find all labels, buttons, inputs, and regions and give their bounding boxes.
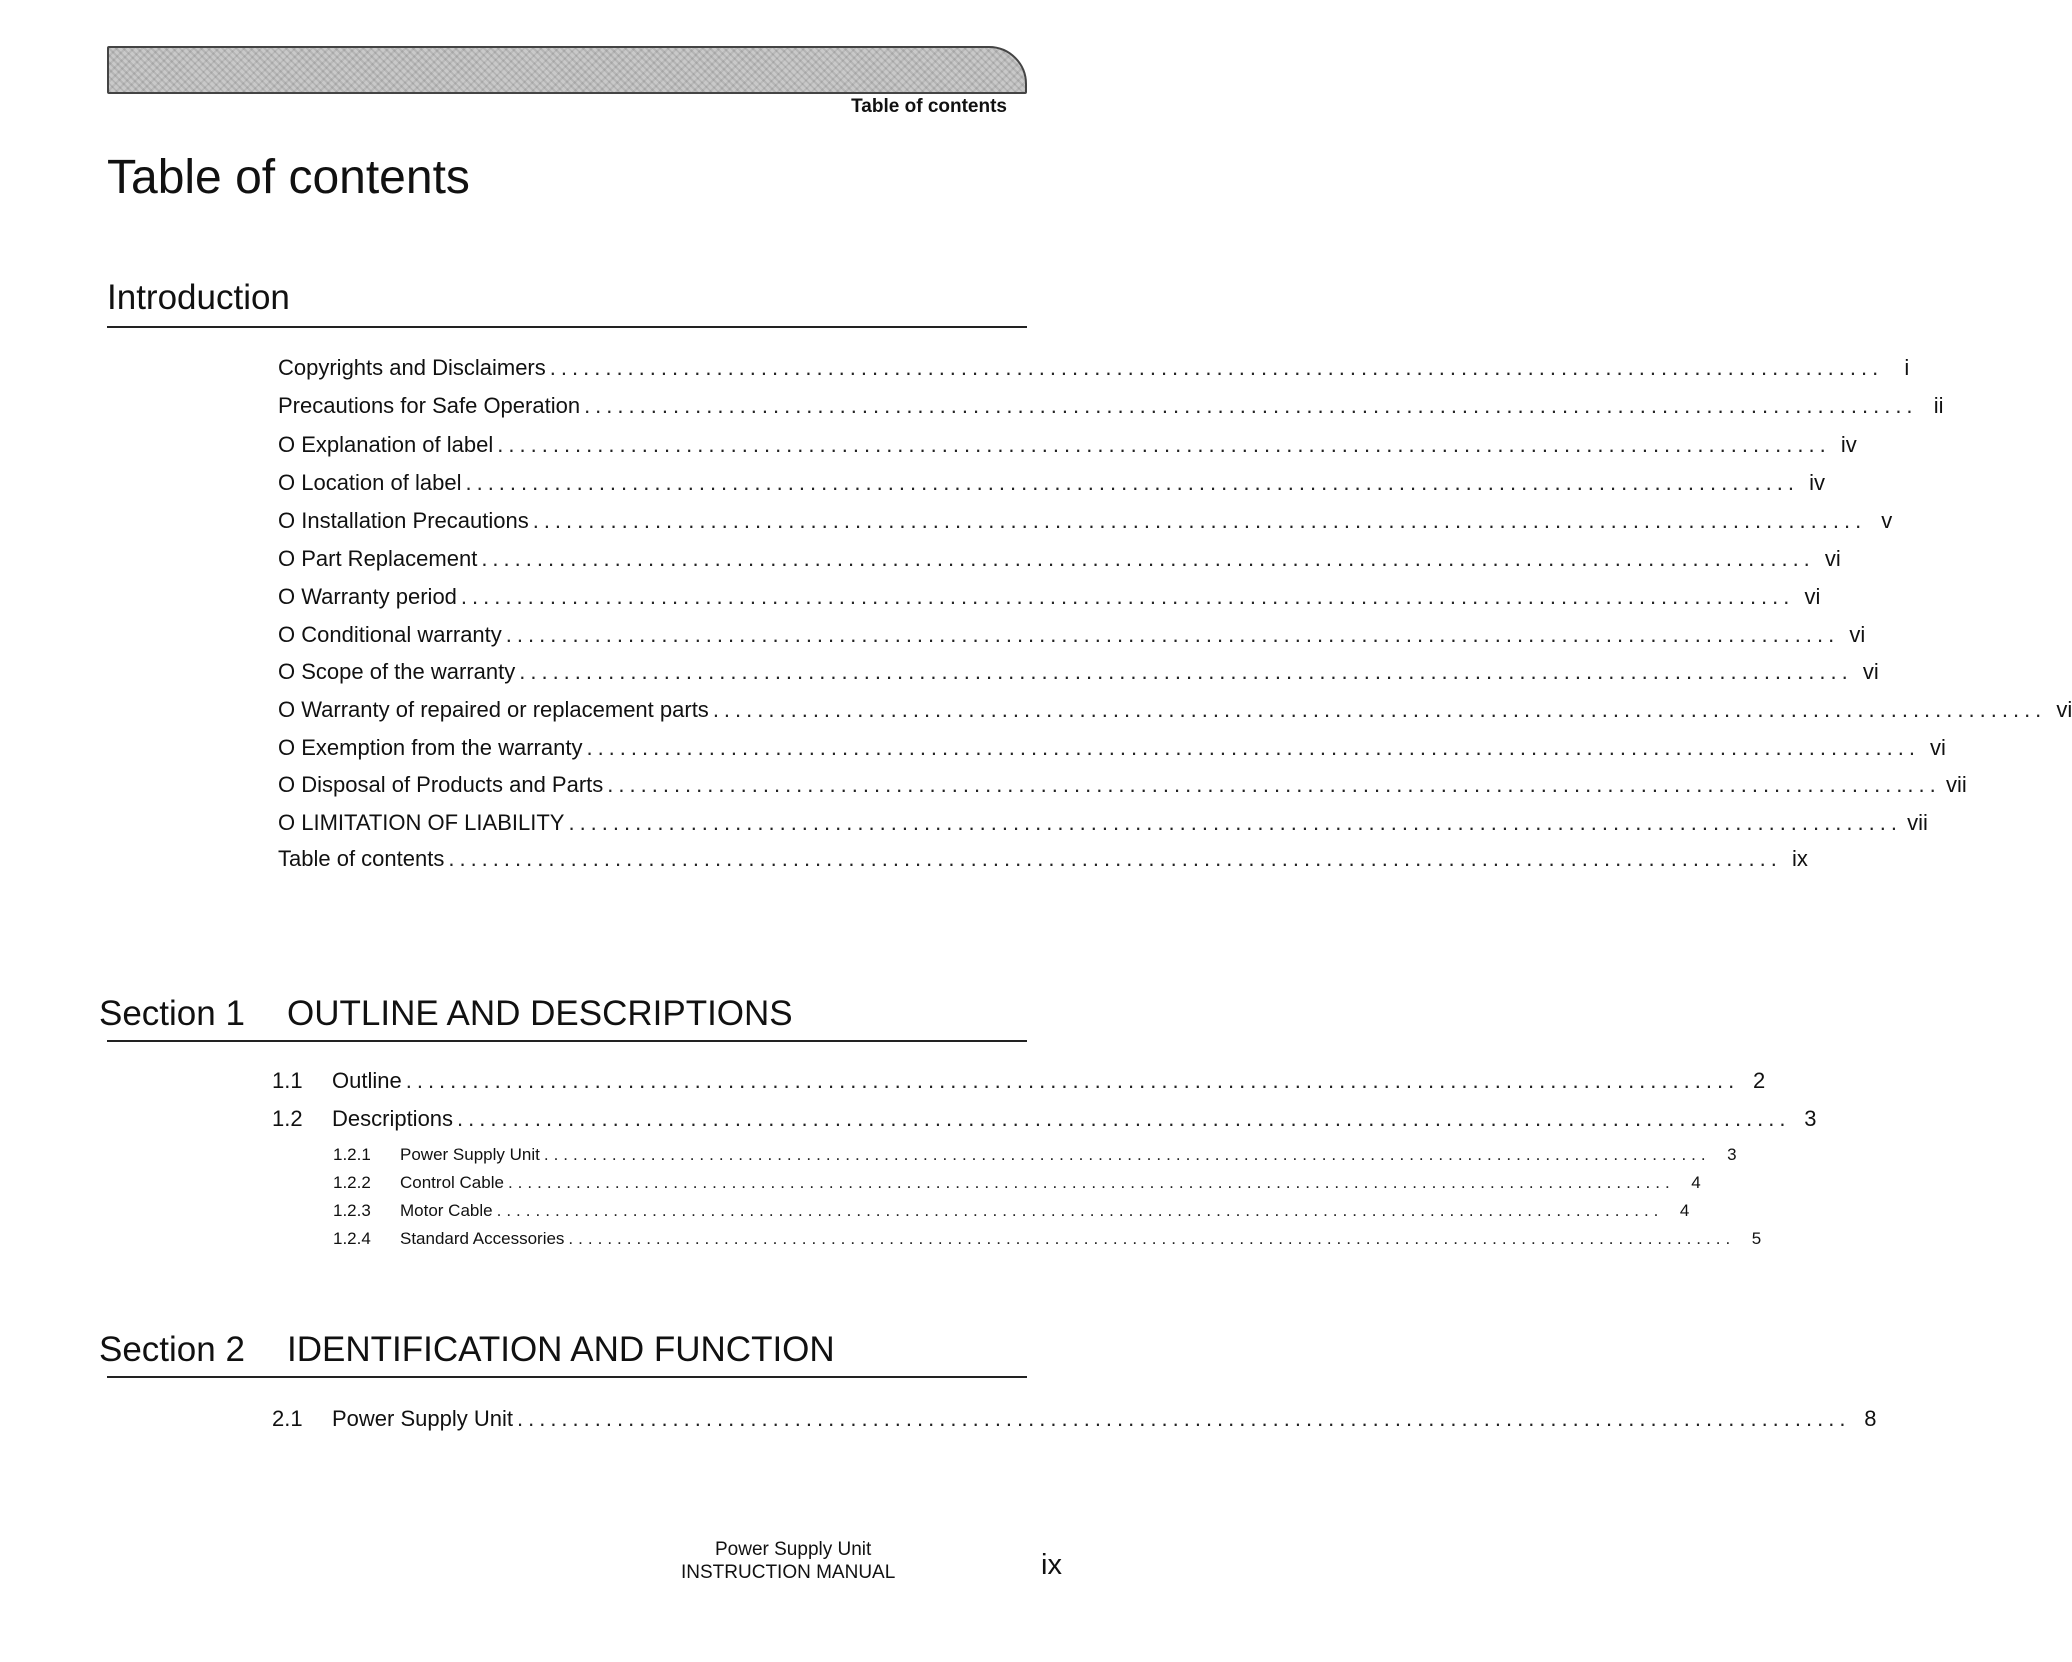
toc-entry[interactable] xyxy=(272,1406,1877,1436)
toc-entry[interactable] xyxy=(278,622,1866,652)
toc-dot-leader: ........................................................................................................................ xyxy=(496,1201,1664,1220)
toc-entry-number: 2.1 xyxy=(272,1406,303,1431)
toc-entry-label: Outline xyxy=(332,1068,402,1093)
toc-entry-label: Power Supply Unit xyxy=(332,1406,513,1431)
toc-entry-label: Standard Accessories xyxy=(400,1229,565,1248)
toc-entry-page: 5 xyxy=(1751,1229,1762,1248)
toc-entry-label: Copyrights and Disclaimers xyxy=(278,355,546,380)
toc-entry-label: Motor Cable xyxy=(400,1201,493,1220)
toc-entry-page: iv xyxy=(1840,432,1857,457)
toc-entry-number: 1.2 xyxy=(272,1106,303,1131)
toc-entry-label: Descriptions xyxy=(332,1106,454,1131)
toc-entry-label: O LIMITATION OF LIABILITY xyxy=(278,810,565,835)
toc-entry-page: vi xyxy=(1930,735,1946,760)
toc-entry[interactable] xyxy=(278,659,1879,689)
toc-entry-label: O Warranty of repaired or replacement parts xyxy=(278,697,709,722)
toc-entry[interactable] xyxy=(278,393,1944,423)
toc-entry-page: vi xyxy=(1849,622,1866,647)
toc-dot-leader: ........................................................................................................................ xyxy=(568,810,1902,835)
toc-entry[interactable] xyxy=(278,355,1910,385)
toc-entry-page: v xyxy=(1881,508,1893,533)
toc-entry-page: 3 xyxy=(1804,1106,1817,1131)
section2-number: Section 2 xyxy=(99,1330,245,1369)
toc-entry[interactable] xyxy=(272,1106,1817,1136)
toc-dot-leader: ........................................................................................................................ xyxy=(465,470,1799,495)
toc-dot-leader: ........................................................................................................................ xyxy=(607,772,1941,797)
toc-dot-leader: ........................................................................................................................ xyxy=(519,659,1853,684)
toc-dot-leader: ........................................................................................................................ xyxy=(543,1145,1711,1164)
toc-dot-leader: ........................................................................................................................ xyxy=(507,1173,1675,1192)
section2-heading xyxy=(99,1330,1027,1378)
toc-dot-leader: ........................................................................................................................ xyxy=(457,1106,1791,1131)
toc-entry[interactable] xyxy=(278,432,1857,462)
toc-entry-page: 8 xyxy=(1864,1406,1877,1431)
toc-entry[interactable] xyxy=(278,546,1841,576)
footer-page-number: ix xyxy=(1041,1549,1062,1581)
toc-entry-page: vi xyxy=(1824,546,1841,571)
toc-entry[interactable] xyxy=(272,1068,1766,1098)
toc-entry-label: Power Supply Unit xyxy=(400,1145,540,1164)
introduction-title: Introduction xyxy=(107,278,290,317)
header-label: Table of contents xyxy=(851,96,1007,117)
toc-entry-page: vii xyxy=(1907,810,1928,835)
section1-title: OUTLINE AND DESCRIPTIONS xyxy=(287,994,793,1033)
toc-dot-leader: ........................................................................................................................ xyxy=(497,432,1831,457)
toc-entry[interactable] xyxy=(278,810,1928,840)
toc-entry[interactable] xyxy=(278,697,2072,727)
toc-entry-number: 1.2.2 xyxy=(333,1173,371,1192)
toc-entry-page: vi xyxy=(1804,584,1821,609)
toc-entry-number: 1.2.3 xyxy=(333,1201,371,1220)
section1-number: Section 1 xyxy=(99,994,245,1033)
toc-entry[interactable] xyxy=(278,508,1893,538)
toc-entry[interactable] xyxy=(278,584,1821,614)
toc-entry-page: vii xyxy=(1945,772,1967,797)
toc-entry-number: 1.2.1 xyxy=(333,1145,371,1164)
toc-entry-label: O Warranty period xyxy=(278,584,457,609)
toc-dot-leader: ........................................................................................................................ xyxy=(532,508,1867,533)
toc-dot-leader: ........................................................................................................................ xyxy=(568,1229,1736,1248)
toc-entry[interactable] xyxy=(278,735,1946,765)
toc-entry-number: 1.1 xyxy=(272,1068,303,1093)
toc-dot-leader: ........................................................................................................................ xyxy=(586,735,1920,760)
toc-dot-leader: ........................................................................................................................ xyxy=(584,393,1918,418)
toc-dot-leader: ........................................................................................................................ xyxy=(505,622,1840,647)
toc-entry-page: ii xyxy=(1933,393,1944,418)
toc-entry-label: O Installation Precautions xyxy=(278,508,529,533)
toc-entry[interactable] xyxy=(333,1201,1690,1225)
toc-entry[interactable] xyxy=(333,1145,1737,1169)
header-banner xyxy=(107,46,1027,94)
toc-entry[interactable] xyxy=(333,1229,1762,1253)
toc-entry-page: 3 xyxy=(1727,1145,1737,1164)
toc-dot-leader: ........................................................................................................................ xyxy=(405,1068,1740,1093)
toc-entry-label: O Explanation of label xyxy=(278,432,494,457)
toc-dot-leader: ........................................................................................................................ xyxy=(712,697,2047,722)
toc-entry-label: Precautions for Safe Operation xyxy=(278,393,581,418)
toc-entry-page: 2 xyxy=(1752,1068,1766,1093)
section1-heading xyxy=(99,994,1027,1042)
toc-entry-label: O Part Replacement xyxy=(278,546,478,571)
toc-entry-page: iv xyxy=(1809,470,1825,495)
toc-entry-page: ix xyxy=(1791,846,1808,871)
toc-entry-label: O Scope of the warranty xyxy=(278,659,516,684)
toc-entry-label: O Location of label xyxy=(278,470,462,495)
toc-entry-page: vi xyxy=(1862,659,1879,684)
toc-entry[interactable] xyxy=(278,470,1825,500)
footer-manual: INSTRUCTION MANUAL xyxy=(681,1562,896,1583)
toc-entry-label: O Exemption from the warranty xyxy=(278,735,583,760)
toc-dot-leader: ........................................................................................................................ xyxy=(448,846,1782,871)
toc-entry[interactable] xyxy=(333,1173,1701,1197)
footer-product: Power Supply Unit xyxy=(715,1539,872,1560)
toc-entry-label: O Conditional warranty xyxy=(278,622,502,647)
introduction-heading xyxy=(107,278,1027,328)
toc-dot-leader: ........................................................................................................................ xyxy=(481,546,1815,571)
page-title: Table of contents xyxy=(107,151,470,204)
toc-entry-page: 4 xyxy=(1691,1173,1701,1192)
toc-dot-leader: ........................................................................................................................ xyxy=(549,355,1884,380)
toc-dot-leader: ........................................................................................................................ xyxy=(460,584,1795,609)
toc-entry[interactable] xyxy=(278,772,1967,802)
toc-entry-number: 1.2.4 xyxy=(333,1229,371,1248)
toc-entry-label: Control Cable xyxy=(400,1173,504,1192)
toc-entry-page: i xyxy=(1904,355,1910,380)
toc-entry[interactable] xyxy=(278,846,1808,876)
section2-title: IDENTIFICATION AND FUNCTION xyxy=(287,1330,835,1369)
toc-entry-page: 4 xyxy=(1679,1201,1690,1220)
toc-entry-label: O Disposal of Products and Parts xyxy=(278,772,604,797)
toc-entry-label: Table of contents xyxy=(278,846,445,871)
toc-dot-leader: ........................................................................................................................ xyxy=(516,1406,1851,1431)
toc-entry-page: vi xyxy=(2056,697,2072,722)
